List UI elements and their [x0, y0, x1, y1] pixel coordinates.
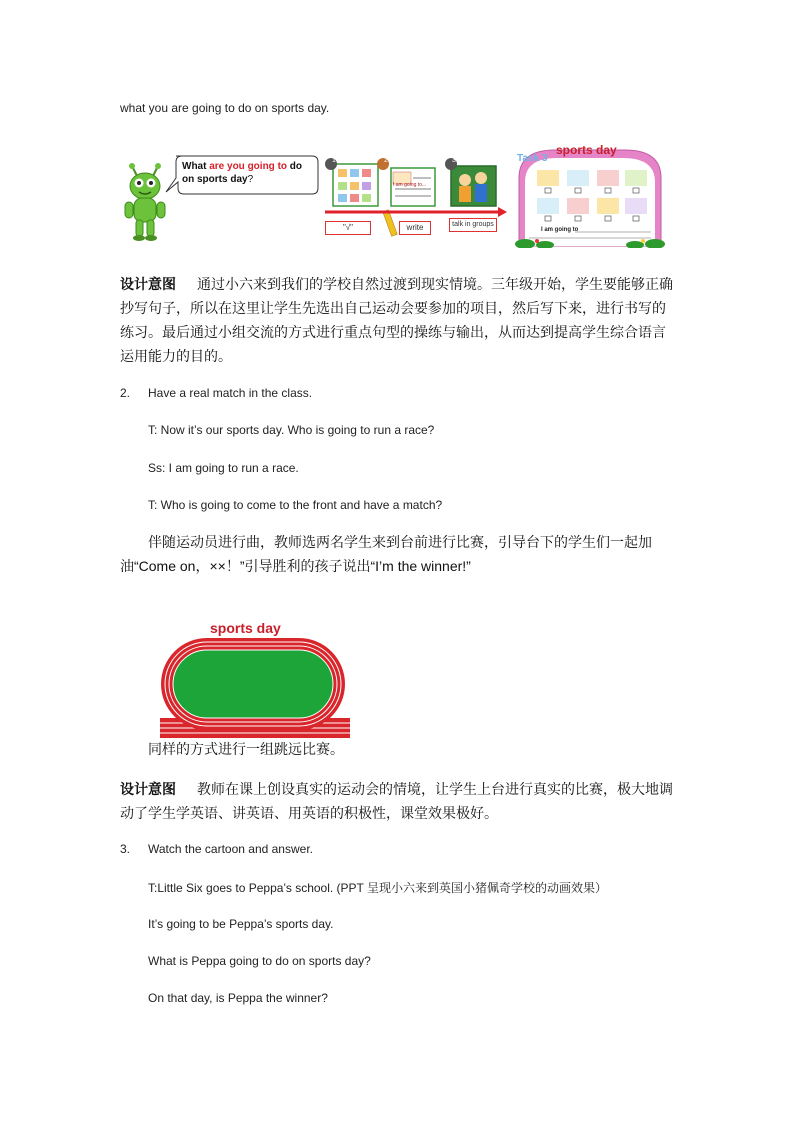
design-intent-label-2: 设计意图: [120, 781, 176, 797]
step3-line-2: It’s going to be Peppa’s sports day.: [148, 917, 334, 931]
design-intent-label: 设计意图: [120, 276, 176, 292]
design-intent-1: [120, 272, 676, 368]
design-intent-text: 通过小六来到我们的学校自然过渡到现实情境。三年级开始，学生要能够正确抄写句子，所以在这里让学生先选出自己运动会要参加的项目，然后写下来，进行书写的练习。最后通过小组交流的方式进行重点句型的操练与输出，从而达到提高学生综合语言运用能力的目的。: [120, 276, 673, 364]
after-track-text: 同样的方式进行一组跳远比赛。: [148, 741, 344, 757]
card-title: sports day: [556, 143, 617, 157]
step2-line-1: T: Now it’s our sports day. Who is going to run a race?: [148, 423, 435, 437]
step3-number: 3.: [120, 842, 131, 856]
step2-cn-paragraph: 伴随运动员进行曲，教师选两名学生来到台前进行比赛，引导台下的学生们一起加油“Come on，××！”引导胜利的孩子说出“I’m the winner!”: [120, 534, 652, 574]
step2-line-2: Ss: I am going to run a race.: [148, 461, 299, 475]
step2-sign: I am going to...: [393, 182, 427, 188]
speech-bubble-text: What are you going to do on sports day?: [182, 161, 303, 185]
track-title: sports day: [210, 620, 281, 636]
step3-title: Watch the cartoon and answer.: [148, 842, 313, 856]
step2-title: Have a real match in the class.: [148, 386, 313, 400]
step-number-2: 2: [384, 157, 388, 164]
card-footer: I am going to: [541, 227, 579, 233]
intro-line: what you are going to do on sports day.: [120, 101, 330, 115]
label-write: write: [399, 221, 431, 235]
label-tick: "√": [325, 221, 371, 235]
step2-line-3: T: Who is going to come to the front and have a match?: [148, 498, 443, 512]
running-track-figure: [160, 636, 350, 740]
step2-number: 2.: [120, 386, 131, 400]
label-talk-in-groups: talk in groups: [449, 218, 497, 232]
task-illustration: [120, 143, 665, 250]
step3-line-3: What is Peppa going to do on sports day?: [148, 954, 371, 968]
step-number-1: 1: [332, 157, 336, 164]
task-label: Task 3: [517, 153, 548, 164]
design-intent-text-2: 教师在课上创设真实的运动会的情境，让学生上台进行真实的比赛，极大地调动了学生学英语、讲英语、用英语的积极性，课堂效果极好。: [120, 781, 673, 821]
design-intent-2: [120, 777, 676, 825]
step3-line-4: On that day, is Peppa the winner?: [148, 991, 328, 1005]
step-number-3: 3: [452, 157, 456, 164]
step3-line-1: T:Little Six goes to Peppa’s school. (PPT 呈现小六来到英国小猪佩奇学校的动画效果）: [148, 881, 608, 895]
